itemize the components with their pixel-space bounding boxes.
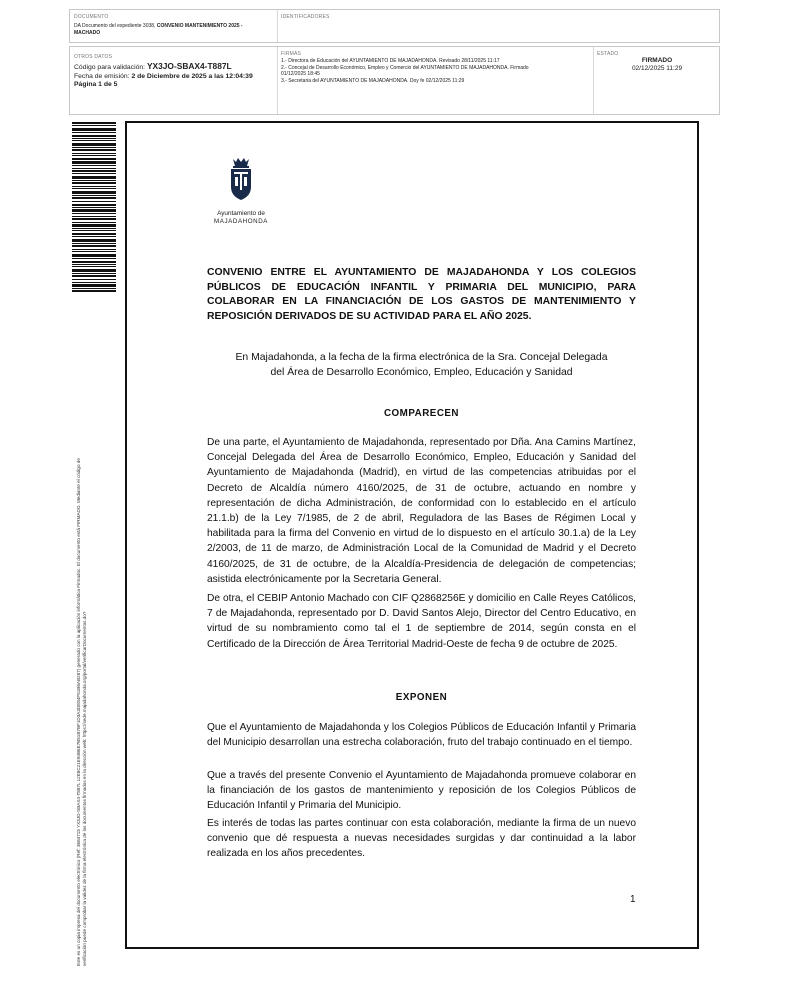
verification-side-text: [76, 306, 89, 966]
logo-line1: Ayuntamiento de: [217, 210, 265, 217]
header-divider: [277, 10, 278, 42]
side-text-line: verificación puede comprobar la validez de la firma electrónica de los documentos firmados en la dirección web: https://sede.majadahonda.org/portal/verificarDocumentos.do?: [82, 611, 88, 966]
firma-item: 1.- Directora de Educación del AYUNTAMIENTO DE MAJADAHONDA. Revisado 28/11/2025 11:17: [281, 58, 500, 64]
firma-item: 2.- Concejal de Desarrollo Económico, Empleo y Comercio del AYUNTAMIENTO DE MAJADAHONDA. Firmado: [281, 64, 529, 71]
documento-label: DOCUMENTO: [74, 14, 109, 20]
estado-date: 02/12/2025 11:29: [631, 65, 683, 72]
logo-line2: MAJADAHONDA: [213, 218, 269, 225]
estado-label: ESTADO: [597, 51, 619, 57]
otros-datos-label: OTROS DATOS: [74, 54, 113, 60]
header-document-box: [69, 9, 720, 43]
fecha-label: Fecha de emisión:: [74, 72, 130, 80]
place-line1: En Majadahonda, a la fecha de la firma electrónica de la Sra. Concejal Delegada: [235, 352, 608, 363]
ayuntamiento-logo: [206, 155, 276, 226]
section-heading-exponen: EXPONEN: [395, 692, 448, 703]
codigo-value: YX3JO-SBAX4-T887L: [146, 61, 232, 71]
estado-value: FIRMADO: [641, 57, 673, 64]
documento-line1-prefix: DA Documento del expediente 3038,: [74, 23, 156, 29]
identificadores-label: IDENTIFICADORES: [281, 14, 330, 20]
side-text-line: Este es un copia impresa del documento electrónico (Ref: 3684715 YX3JO-SBAX4-T887L 12E8C21E94B6E7B51B7BF1D3A3DE84F51B6AB287) generado con la aplicación informática Firmadoc. El documento está FIRMADO. Mediante el código de: [76, 458, 81, 966]
paragraph: De una parte, el Ayuntamiento de Majadahonda, representado por Dña. Ana Camins Martínez, Concejal Delegada del Área de Desarrollo Económico, Empleo, Educación y Sanidad del Ayuntamiento de Majadahonda (Madrid), en virtud de las competencias atribuidas por el Decreto de Alcaldía número 4160/2025, de 31 de octubre, actuando en nombre y representación de dicha Administración, de conformidad con lo establecido en el artículo 21.1.b) de la Ley 7/1985, de 2 de abril, Reguladora de las Bases de Régimen Local y habilitada para la firma del Convenio en virtud de lo dispuesto en el artículo 30.1.a) de la Ley 2/2003, de 11 de marzo, de Administración Local de la Comunidad de Madrid y el Decreto 4160/2025, de 31 de octubre, de la Alcaldía-Presidencia de delegación de competencias; asistida electrónicamente por la Secretaria General.: [207, 437, 636, 585]
codigo-label: Código para validación:: [74, 64, 146, 71]
header-signatures-box: [69, 46, 720, 115]
pagina: Página 1 de 5: [74, 81, 118, 88]
paragraph: Que a través del presente Convenio el Ayuntamiento de Majadahonda promueve colaborar en la financiación de los gastos de mantenimiento y reposición de los Colegios Públicos de Educación Infantil y Primaria del Municipio.: [207, 770, 636, 812]
firmas-list: [281, 58, 591, 84]
section-heading-comparecen: COMPARECEN: [383, 408, 460, 419]
paragraph: De otra, el CEBIP Antonio Machado con CIF Q2868256E y domicilio en Calle Reyes Católicos, 7 de Majadahonda, representado por D. David Santos Alejo, Director del Centro Educativo, en virtud de su nombramiento como tal el 1 de septiembre de 2014, según consta en el Certificado de la Dirección de Área Territorial Madrid-Oeste de fecha 9 de octubre de 2025.: [207, 593, 636, 650]
document-title: CONVENIO ENTRE EL AYUNTAMIENTO DE MAJADAHONDA Y LOS COLEGIOS PÚBLICOS DE EDUCACIÓN INFANTIL Y PRIMARIA DEL MUNICIPIO, PARA COLABORAR EN LA FINANCIACIÓN DE LOS GASTOS DE MANTENIMIENTO Y REPOSICIÓN DERIVADOS DE SU ACTIVIDAD PARA EL AÑO 2025.: [207, 267, 636, 322]
documento-text: [74, 23, 264, 36]
page-number: 1: [630, 894, 636, 905]
place-and-date: [207, 350, 636, 380]
otros-datos-text: [74, 62, 274, 90]
firma-item: 01/12/2025 18:45: [281, 71, 320, 77]
header-divider: [277, 47, 278, 114]
header-divider: [593, 47, 594, 114]
paragraph: Es interés de todas las partes continuar con esta colaboración, mediante la firma de un nuevo convenio que dé respuesta a nuevas necesidades surgidas y dar continuidad a la labor realizada en los años precedentes.: [207, 818, 636, 860]
documento-line1-bold: CONVENIO MANTENIMIENTO 2025 -: [156, 23, 243, 29]
fecha-value: 2 de Diciembre de 2025 a las 12:04:39: [131, 72, 253, 80]
firma-item: 3.- Secretaria del AYUNTAMIENTO DE MAJADAHONDA. Doy fe 02/12/2025 11:29: [281, 77, 465, 84]
documento-line2-bold: MACHADO: [74, 29, 101, 36]
firmas-label: FIRMAS: [281, 51, 302, 57]
paragraph: Que el Ayuntamiento de Majadahonda y los Colegios Públicos de Educación Infantil y Primaria del Municipio desarrollan una estrecha colaboración, fruto del trabajo continuado en el tiempo.: [207, 722, 636, 749]
barcode-image: [72, 122, 116, 292]
place-line2: del Área de Desarrollo Económico, Empleo, Educación y Sanidad: [270, 367, 573, 378]
coat-of-arms-icon: [206, 155, 276, 203]
